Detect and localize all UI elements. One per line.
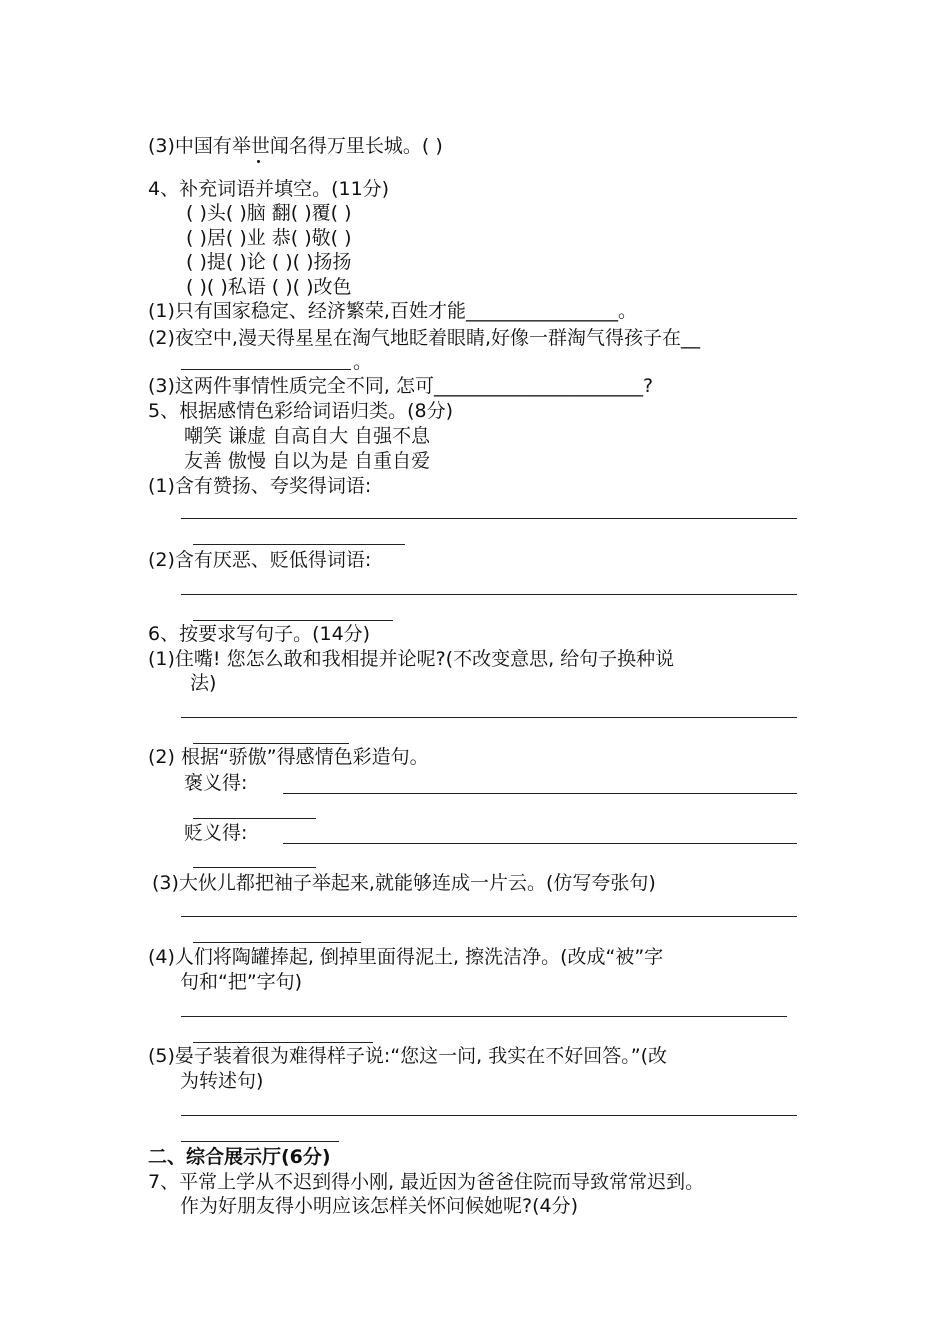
q4-sentence-3: (3)这两件事情性质完全不同, 怎可______________________? (148, 375, 654, 397)
answer-line[interactable] (181, 369, 351, 370)
q5-title: 5、根据感情色彩给词语归类。(8分) (148, 400, 454, 422)
q4-title: 4、补充词语并填空。(11分) (148, 178, 390, 200)
answer-line[interactable] (181, 518, 797, 519)
q6-2-negative-label: 贬义得: (184, 822, 248, 844)
q3-line: (3)中国有举世闻名得万里长城。( ) (148, 135, 443, 157)
q6-4-line-b: 句和“把”字句) (180, 971, 303, 993)
answer-line[interactable] (181, 1115, 797, 1116)
q6-5-line-b: 为转述句) (180, 1070, 264, 1092)
q6-2-prompt: (2) 根据“骄傲”得感情色彩造句。 (148, 746, 429, 768)
q6-2-positive-label: 褒义得: (184, 772, 248, 794)
section-2-title: 二、综合展示厅(6分) (148, 1146, 331, 1168)
q5-words-2: 友善 傲慢 自以为是 自重自爱 (184, 450, 431, 472)
q6-5-line-a: (5)晏子装着很为难得样子说:“您这一问, 我实在不好回答。”(改 (148, 1045, 667, 1067)
answer-line[interactable] (193, 867, 316, 868)
q4-row-2: ( )居( )业 恭( )敬( ) (186, 227, 352, 249)
q6-1-line-a: (1)住嘴! 您怎么敢和我相提并论呢?(不改变意思, 给句子换种说 (148, 648, 675, 670)
answer-line[interactable] (193, 743, 349, 744)
answer-line[interactable] (283, 843, 797, 844)
answer-line[interactable] (181, 594, 797, 595)
q4-sentence-1: (1)只有国家稳定、经济繁荣,百姓才能________________。 (148, 300, 637, 322)
q5-prompt-2: (2)含有厌恶、贬低得词语: (148, 549, 372, 571)
q4-row-3: ( )提( )论 ( )( )扬扬 (186, 251, 352, 273)
answer-line[interactable] (193, 1042, 373, 1043)
answer-line[interactable] (193, 544, 405, 545)
answer-line[interactable] (181, 1016, 787, 1017)
q5-words-1: 嘲笑 谦虚 自高自大 自强不息 (184, 425, 431, 447)
q5-prompt-1: (1)含有赞扬、夸奖得词语: (148, 475, 372, 497)
answer-line[interactable] (193, 942, 361, 943)
answer-line[interactable] (193, 818, 316, 819)
q4-row-1: ( )头( )脑 翻( )覆( ) (186, 202, 352, 224)
q6-title: 6、按要求写句子。(14分) (148, 623, 371, 645)
q4-sentence-2: (2)夜空中,漫天得星星在淘气地眨着眼睛,好像一群淘气得孩子在__ (148, 327, 700, 349)
answer-line[interactable] (181, 1141, 339, 1142)
q6-3-prompt: (3)大伙儿都把袖子举起来,就能够连成一片云。(仿写夸张句) (152, 872, 656, 894)
q7-line-b: 作为好朋友得小明应该怎样关怀问候她呢?(4分) (180, 1195, 578, 1217)
q4-row-4: ( )( )私语 ( )( )改色 (186, 276, 352, 298)
answer-line[interactable] (193, 620, 393, 621)
answer-line[interactable] (181, 717, 797, 718)
emphasis-dot (257, 160, 260, 163)
q4-sentence-2-end: 。 (353, 351, 373, 373)
q6-1-line-b: 法) (190, 672, 217, 694)
answer-line[interactable] (181, 916, 797, 917)
q6-4-line-a: (4)人们将陶罐捧起, 倒掉里面得泥土, 擦洗洁净。(改成“被”字 (148, 946, 664, 968)
q7-line-a: 7、平常上学从不迟到得小刚, 最近因为爸爸住院而导致常常迟到。 (148, 1171, 705, 1193)
answer-line[interactable] (283, 793, 797, 794)
